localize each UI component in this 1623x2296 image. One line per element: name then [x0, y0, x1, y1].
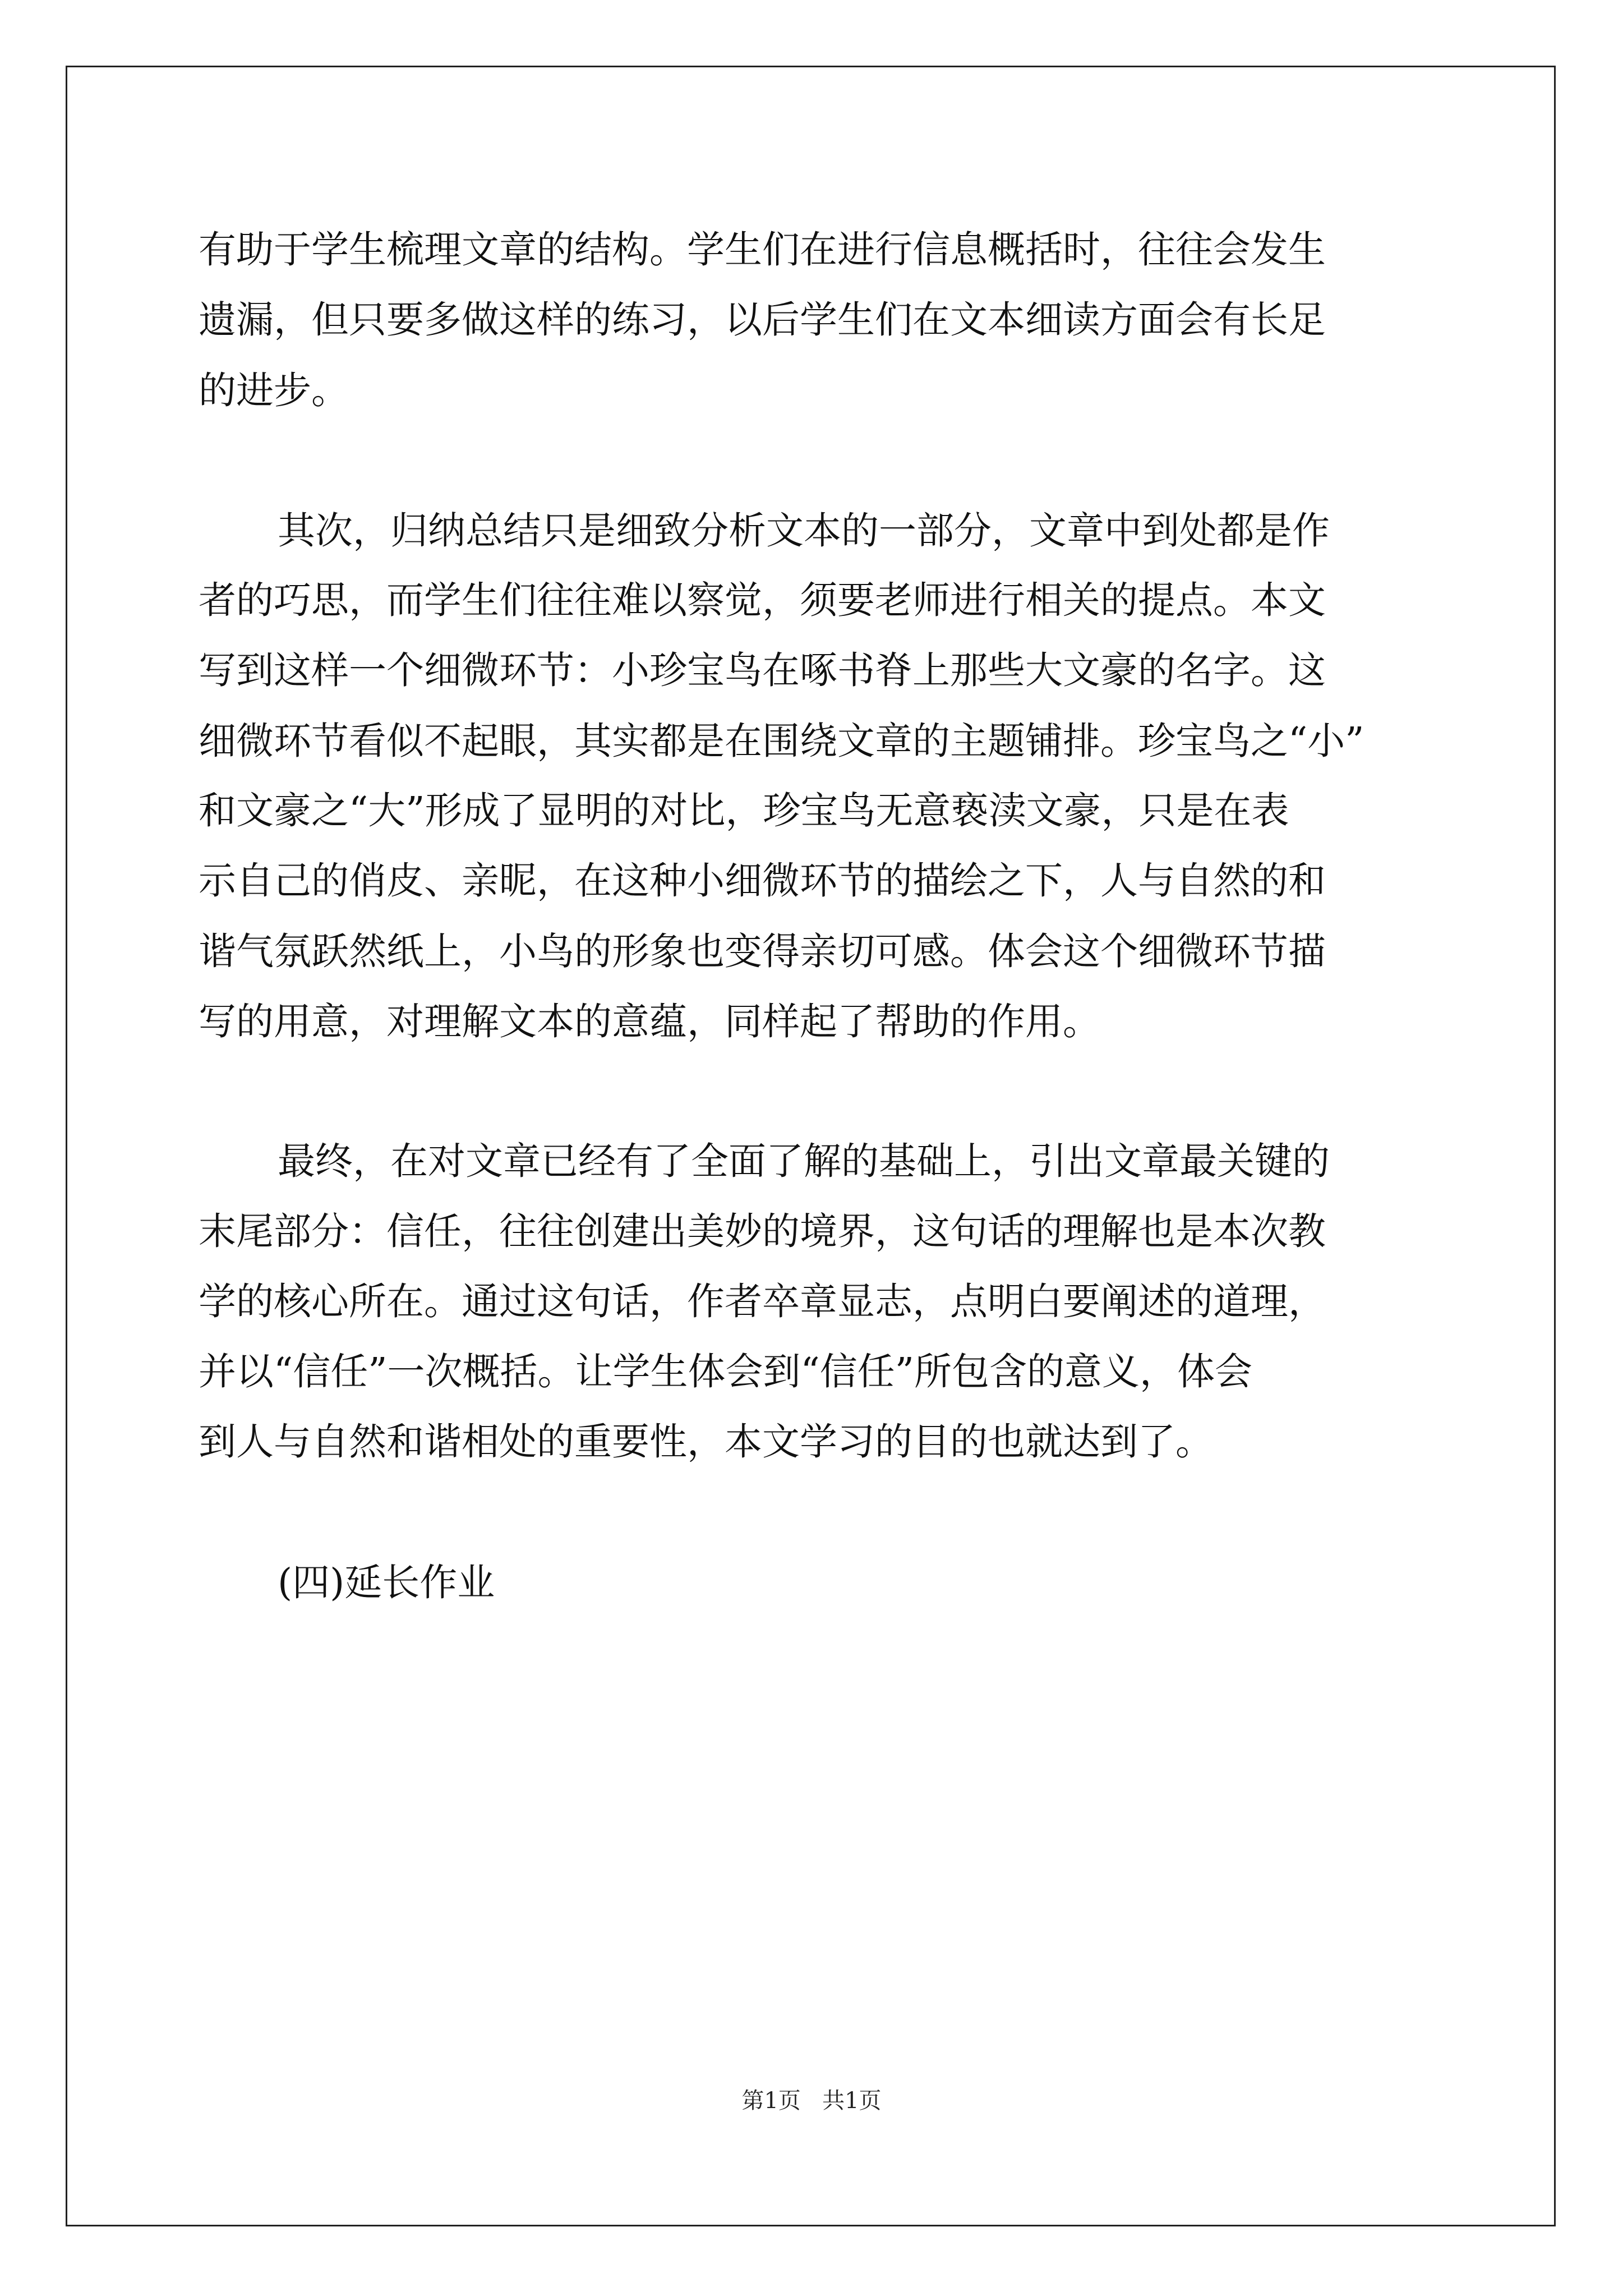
section-heading: (四)延长作业: [278, 1561, 495, 1604]
text-line: 细微环节看似不起眼，其实都是在围绕文章的主题铺排。珍宝鸟之“小”: [199, 719, 1364, 763]
page-number: 第1页: [741, 2088, 801, 2114]
text-line: 末尾部分：信任，往往创建出美妙的境界，这句话的理解也是本次教: [199, 1209, 1326, 1253]
text-line: 遗漏，但只要多做这样的练习，以后学生们在文本细读方面会有长足: [199, 298, 1326, 342]
text-line: 写到这样一个细微环节：小珍宝鸟在啄书脊上那些大文豪的名字。这: [199, 648, 1326, 692]
paragraph-start-line: 其次，归纳总结只是细致分析文本的一部分，文章中到处都是作: [278, 509, 1330, 553]
page-total: 共1页: [822, 2088, 882, 2114]
text-line: 示自己的俏皮、亲昵，在这种小细微环节的描绘之下，人与自然的和: [199, 859, 1326, 903]
text-line: 谐气氛跃然纸上，小鸟的形象也变得亲切可感。体会这个细微环节描: [199, 930, 1326, 973]
paragraph-start-line: 最终，在对文章已经有了全面了解的基础上，引出文章最关键的: [278, 1139, 1330, 1183]
page-footer: [0, 2087, 1623, 2115]
text-line: 到人与自然和谐相处的重要性，本文学习的目的也就达到了。: [199, 1420, 1213, 1464]
text-line: 的进步。: [199, 369, 349, 412]
text-line: 有助于学生梳理文章的结构。学生们在进行信息概括时，往往会发生: [199, 228, 1326, 272]
text-line: 并以“信任”一次概括。让学生体会到“信任”所包含的意义，体会: [199, 1350, 1253, 1393]
text-line: 者的巧思，而学生们往往难以察觉，须要老师进行相关的提点。本文: [199, 578, 1326, 622]
text-line: 写的用意，对理解文本的意蕴，同样起了帮助的作用。: [199, 1000, 1100, 1043]
text-line: 学的核心所在。通过这句话，作者卒章显志，点明白要阐述的道理，: [199, 1280, 1326, 1323]
text-line: 和文豪之“大”形成了显明的对比，珍宝鸟无意亵渎文豪，只是在表: [199, 789, 1289, 832]
